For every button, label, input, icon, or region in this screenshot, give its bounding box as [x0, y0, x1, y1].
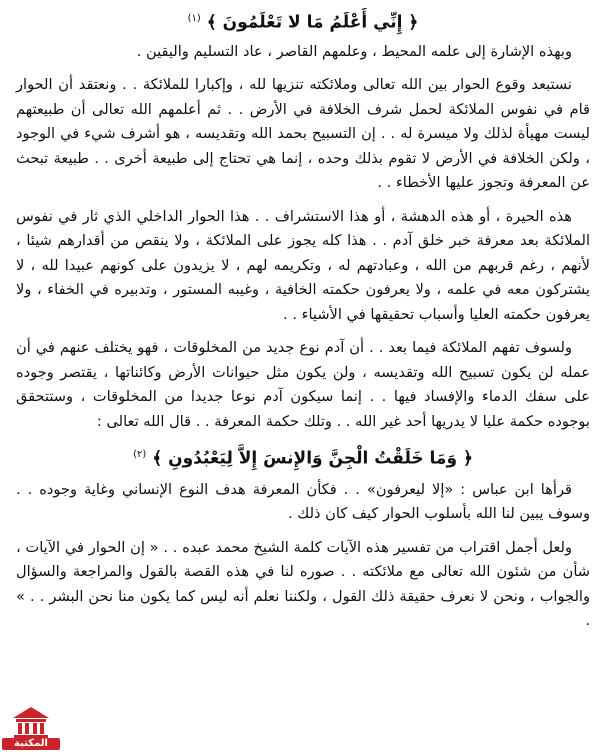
footnote-marker-2: (٢) [133, 449, 147, 461]
paragraph-1: وبهذه الإشارة إلى علمه المحيط ، وعلمهم القاصر ، عاد التسليم واليقين . [136, 42, 572, 60]
paragraph-2: نستبعد وقوع الحوار بين الله تعالى وملائكته تنزيها لله ، وإكبارا للملائكة . . ونعتقد أن الحوار قام في نفوس الملائكة لحمل شرف الخلافة في الأرض . . ثم أعلمهم الله تعالى أن طبيعتهم ليست مهيأة لذلك ولا ميسرة له . . إن التسبيح بحمد الله وتقديسه ، هو أشرف شيء في الوجود ، ولكن الخلافة في الأرض لا تقوم بذلك وحده ، إنما هي تحتاج إلى طبيعة أخرى . . طبيعة تبحث عن المعرفة وتجوز عليها الأخطاء . . [16, 76, 590, 192]
library-watermark [2, 704, 60, 754]
quran-verse-2 [16, 442, 590, 472]
watermark-label: المكتبة [2, 738, 60, 750]
verse-2-text: ﴿ وَمَا خَلَقْتُ الْجِنَّ وَالإِنسَ إِلاَّ لِيَعْبُدُونِ ﴾ [152, 448, 473, 469]
paragraph-6: ولعل أجمل اقتراب من تفسير هذه الآيات كلمة الشيخ محمد عبده . . « إن الحوار في الآيات ، شأن من شئون الله تعالى مع ملائكته . . صوره لنا في هذه القصة بالقول والمراجعة والسؤال والجواب ، ونحن لا نعرف حقيقة ذلك القول ، ولكننا نعلم أنه ليس كما يكون منا نحن البشر . . » . [16, 538, 590, 630]
library-logo-icon [11, 704, 51, 740]
quran-verse-1 [16, 6, 590, 36]
paragraph-4: ولسوف تفهم الملائكة فيما بعد . . أن آدم نوع جديد من المخلوقات ، فهو يختلف عنهم في أن عمله لن يكون تسبيح الله وتقديسه ، ولن يكون مثل حيوانات الأرض وكائناتها ، يقتصر وجوده على سفك الدماء والإفساد فيها . . إنما سيكون آدم نوعا جديدا من المخلوقات ، وستتحقق بوجوده حكمة عليا لا يدريها أحد غير الله . . وتلك حكمة المعرفة . . قال الله تعالى : [16, 339, 590, 430]
paragraph-5: قرأها ابن عباس : «إلا ليعرفون» . . فكأن المعرفة هدف النوع الإنساني وغاية وجوده . . وسوف يبين لنا الله بأسلوب الحوار كيف كان ذلك . [16, 480, 590, 523]
footnote-marker-1: (١) [187, 13, 201, 24]
paragraph-3: هذه الحيرة ، أو هذه الدهشة ، أو هذا الاستشراف . . هذا الحوار الداخلي الذي ثار في نفوس الملائكة بعد معرفة خبر خلق آدم . . هذا كله يجوز على الملائكة ، ولا ينقص من أقدارهم شيئا ، لأنهم ، رغم قربهم من الله ، وعبادتهم له ، وتكريمه لهم ، لا يزيدون على كونهم عبيدا لله ، لا يشتركون معه في علمه ، ولا يعرفون حكمته الخافية ، وغيبه المستور ، وتدبيره في الخفاء ، ولا يعرفون حكمته العليا وأسباب تحقيقها في الأشياء . . [16, 207, 590, 323]
book-page [16, 6, 590, 756]
verse-1-text: ﴿ إِنِّي أَعْلَمُ مَا لا تَعْلَمُونَ ﴾ [206, 12, 419, 33]
